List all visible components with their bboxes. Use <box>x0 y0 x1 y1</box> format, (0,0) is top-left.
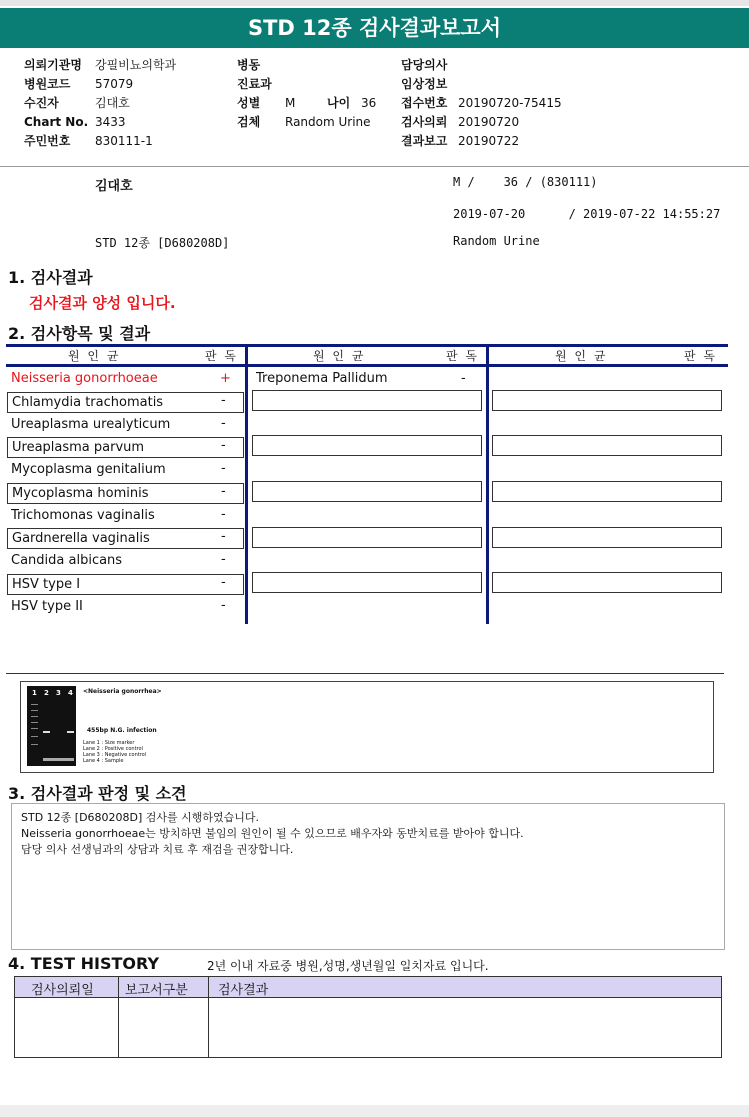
opinion-line: STD 12종 [D680208D] 검사를 시행하였습니다. <box>21 811 260 824</box>
opinion-box <box>11 803 725 950</box>
pathogen-row <box>7 574 244 595</box>
ladder-band <box>31 736 38 737</box>
column-divider <box>245 344 248 624</box>
report-date-value: 20190722 <box>458 134 520 148</box>
lane-number: 1 <box>32 689 37 697</box>
column-divider <box>486 344 489 624</box>
empty-row-box <box>492 572 722 593</box>
patient-specimen: Random Urine <box>453 234 540 248</box>
pathogen-row <box>7 551 244 572</box>
col-header-result: 판 독 <box>446 349 479 363</box>
resident-number-value: 830111-1 <box>95 134 153 148</box>
pathogen-row <box>7 460 244 481</box>
patient-name: 김대호 <box>95 179 133 194</box>
chart-no-label: Chart No. <box>24 115 89 129</box>
section-divider <box>6 673 724 674</box>
patient-label: 수진자 <box>24 96 59 110</box>
col-header-result: 판 독 <box>205 349 238 363</box>
gel-legend: Lane 3 : Negative control <box>83 752 147 758</box>
pathogen-result: - <box>221 529 226 544</box>
pathogen-row <box>7 437 244 458</box>
pathogen-result: - <box>221 575 226 590</box>
pathogen-name: Ureaplasma urealyticum <box>11 417 171 432</box>
sample-band <box>67 731 74 733</box>
ladder-band <box>31 704 38 705</box>
top-strip <box>0 0 749 6</box>
section1-title: 1. 검사결과 <box>8 268 93 287</box>
header-left <box>24 56 176 151</box>
opinion-line: Neisseria gonorrhoeae는 방치하면 불임의 원인이 될 수 있으므로 배우자와 동반치료를 받아야 합니다. <box>21 827 524 840</box>
pathogen-result: - <box>461 371 466 386</box>
empty-row-box <box>252 527 482 548</box>
pathogen-name: Trichomonas vaginalis <box>11 508 155 523</box>
pathogen-result: - <box>221 484 226 499</box>
receipt-number-label: 접수번호 <box>401 96 448 110</box>
table-header-line <box>6 364 728 367</box>
specimen-value: Random Urine <box>285 115 371 129</box>
referring-institution-value: 강필비뇨의학과 <box>95 58 177 72</box>
primer-band <box>43 758 74 761</box>
ladder-band <box>31 716 38 717</box>
doctor-label: 담당의사 <box>401 58 448 72</box>
section4-title: 4. TEST HISTORY <box>8 954 160 973</box>
request-date-value: 20190720 <box>458 115 520 129</box>
header-mid <box>237 56 376 132</box>
sex-value: M <box>285 96 296 110</box>
bottom-strip <box>0 1105 749 1117</box>
col-header-pathogen: 원 인 균 <box>313 349 366 363</box>
pathogen-result: - <box>221 393 226 408</box>
history-column-divider <box>208 977 209 1057</box>
pathogen-row <box>7 597 244 618</box>
pathogen-row <box>7 415 244 436</box>
referring-institution-label: 의뢰기관명 <box>24 58 82 72</box>
history-header-request-date: 검사의뢰일 <box>31 983 94 998</box>
empty-row-box <box>492 435 722 456</box>
department-label: 진료과 <box>237 77 272 91</box>
empty-row-box <box>252 390 482 411</box>
specimen-label: 검체 <box>237 115 261 129</box>
ladder-band <box>31 722 38 723</box>
history-column-divider <box>118 977 119 1057</box>
header-right <box>401 56 562 151</box>
ladder-band <box>31 728 38 729</box>
empty-row-box <box>492 481 722 502</box>
history-header-result: 검사결과 <box>218 983 269 998</box>
pathogen-row <box>7 392 244 413</box>
patient-value: 김대호 <box>95 96 130 110</box>
clinical-info-label: 임상정보 <box>401 77 448 91</box>
pathogen-name: Candida albicans <box>11 553 123 568</box>
pathogen-name: Treponema Pallidum <box>256 371 388 386</box>
report-title: STD 12종 검사결과보고서 <box>0 8 749 48</box>
lane-number: 4 <box>68 689 73 697</box>
pathogen-result: - <box>221 438 226 453</box>
pathogen-row <box>7 369 244 390</box>
pathogen-name: Neisseria gonorrhoeae <box>11 371 158 386</box>
positive-band <box>43 731 50 733</box>
pathogen-result: - <box>221 416 226 431</box>
empty-row-box <box>252 435 482 456</box>
request-date-label: 검사의뢰 <box>401 115 448 129</box>
sex-label: 성별 <box>237 96 261 110</box>
pathogen-name: Ureaplasma parvum <box>12 440 145 455</box>
section2-title: 2. 검사항목 및 결과 <box>8 324 151 343</box>
history-note: 2년 이내 자료중 병원,성명,생년월일 일치자료 입니다. <box>207 959 489 973</box>
pathogen-row <box>7 483 244 504</box>
pathogen-result: - <box>221 461 226 476</box>
gel-title: <Neisseria gonorrhea> <box>83 688 162 695</box>
gel-legend: Lane 1 : Size marker <box>83 740 135 746</box>
col-header-result: 판 독 <box>684 349 717 363</box>
pathogen-name: Chlamydia trachomatis <box>12 395 164 410</box>
empty-row-box <box>252 481 482 502</box>
col-header-pathogen: 원 인 균 <box>555 349 608 363</box>
pathogen-name: Gardnerella vaginalis <box>12 531 150 546</box>
gel-image-box <box>20 681 714 773</box>
pathogen-row <box>252 369 482 390</box>
empty-row-box <box>492 527 722 548</box>
lane-number: 3 <box>56 689 61 697</box>
ward-label: 병동 <box>237 58 261 72</box>
lane-number: 2 <box>44 689 49 697</box>
patient-test: STD 12종 [D680208D] <box>95 236 230 250</box>
band-label: 455bp N.G. infection <box>87 727 157 734</box>
header-divider <box>0 166 749 167</box>
receipt-number-value: 20190720-75415 <box>458 96 562 110</box>
pathogen-result: - <box>221 507 226 522</box>
pathogen-result: + <box>220 371 231 386</box>
age-value: 36 <box>361 96 377 110</box>
pathogen-name: Mycoplasma hominis <box>12 486 149 501</box>
pathogen-row <box>7 506 244 527</box>
history-table <box>14 976 722 1058</box>
age-label: 나이 <box>327 96 351 110</box>
ladder-band <box>31 710 38 711</box>
gel-legend: Lane 2 : Positive control <box>83 746 143 752</box>
history-header-row <box>15 977 721 998</box>
col-header-pathogen: 원 인 균 <box>68 349 121 363</box>
pathogen-name: HSV type II <box>11 599 83 614</box>
positive-result: 검사결과 양성 입니다. <box>29 294 176 312</box>
empty-row-box <box>252 572 482 593</box>
patient-sex-age: M / 36 / (830111) <box>453 175 598 189</box>
section3-title: 3. 검사결과 판정 및 소견 <box>8 784 187 803</box>
chart-no-value: 3433 <box>95 115 126 129</box>
ladder-band <box>31 744 38 745</box>
hospital-code-value: 57079 <box>95 77 134 91</box>
empty-row-box <box>492 390 722 411</box>
pathogen-row <box>7 528 244 549</box>
patient-dates: 2019-07-20 / 2019-07-22 14:55:27 <box>453 207 721 221</box>
report-date-label: 결과보고 <box>401 134 448 148</box>
history-header-report-type: 보고서구분 <box>125 983 188 998</box>
pathogen-name: HSV type I <box>12 577 81 592</box>
opinion-line: 담당 의사 선생님과의 상담과 치료 후 재검을 권장합니다. <box>21 843 294 856</box>
resident-number-label: 주민번호 <box>24 134 71 148</box>
gel-legend: Lane 4 : Sample <box>83 758 124 764</box>
pathogen-result: - <box>221 598 226 613</box>
pathogen-result: - <box>221 552 226 567</box>
pathogen-name: Mycoplasma genitalium <box>11 462 166 477</box>
hospital-code-label: 병원코드 <box>24 77 71 91</box>
gel-electrophoresis-image <box>27 686 76 766</box>
